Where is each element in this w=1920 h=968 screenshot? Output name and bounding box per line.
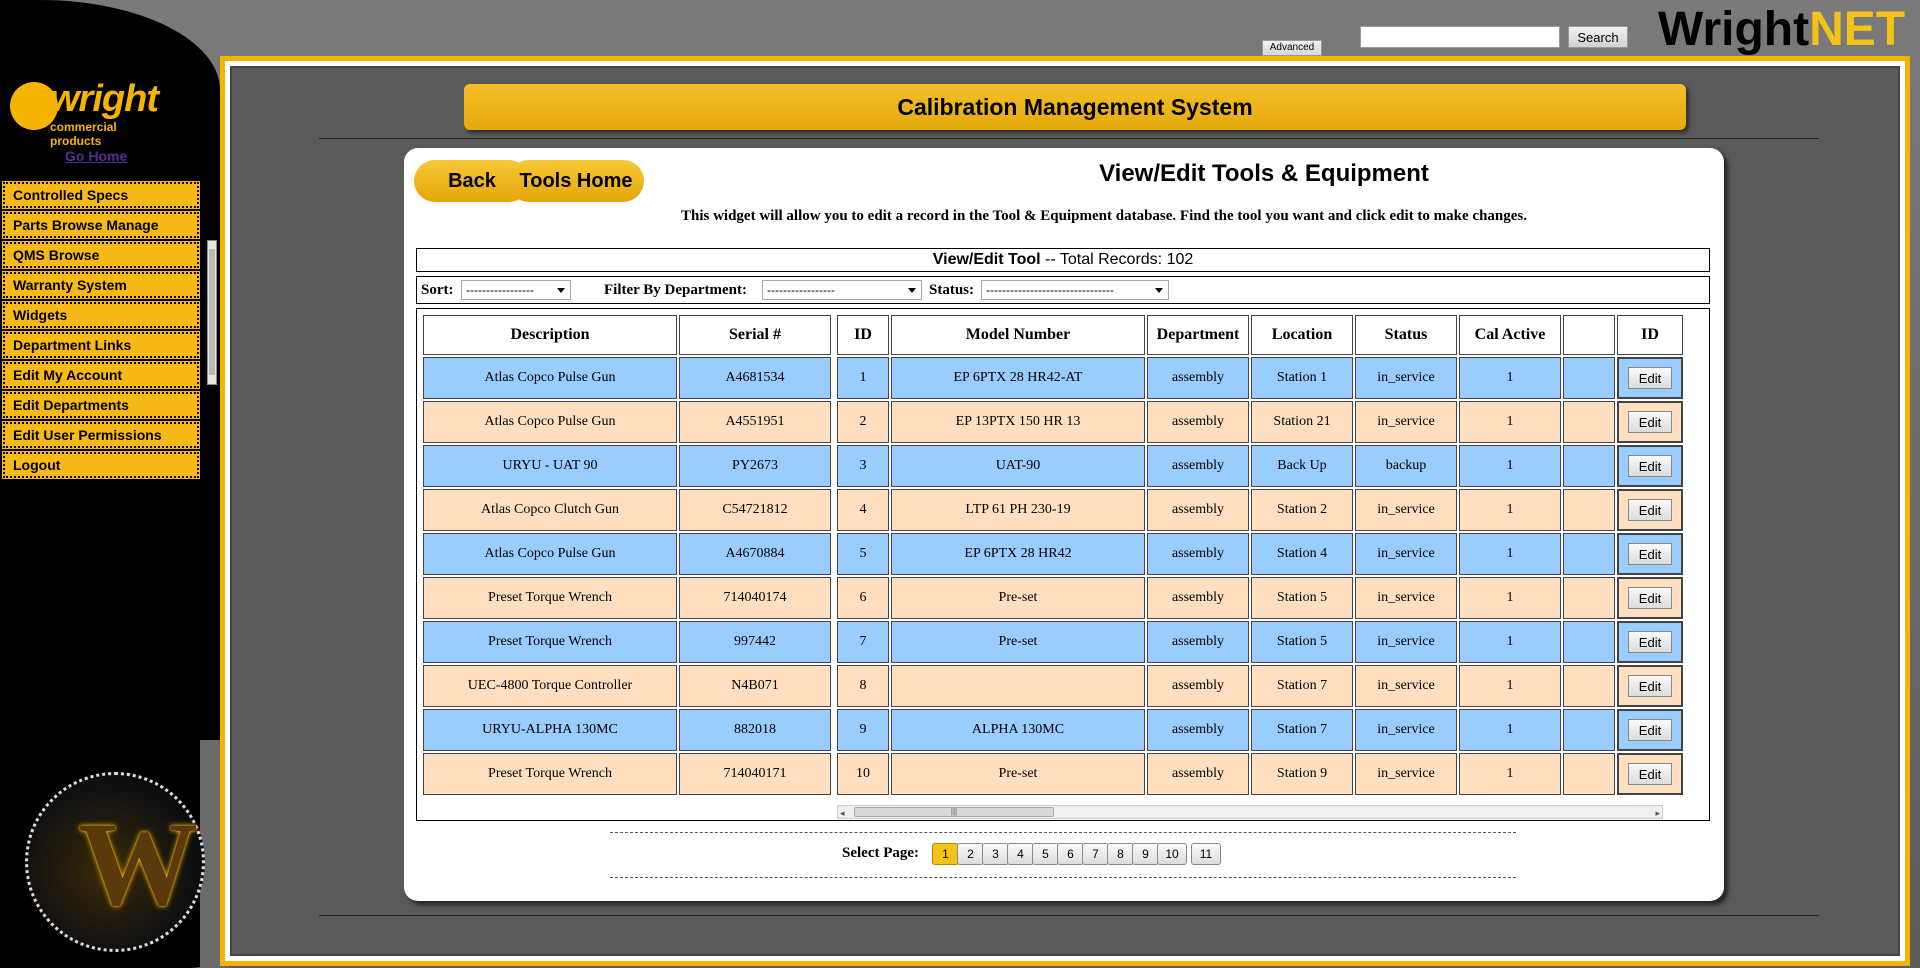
- cell-id: 4: [837, 489, 889, 531]
- column-header-location: Location: [1251, 315, 1353, 355]
- main-content: [230, 66, 1900, 956]
- cell-model-number: LTP 61 PH 230-19: [891, 489, 1145, 531]
- cell-edit: [1617, 489, 1683, 531]
- cell-status: in_service: [1355, 401, 1457, 443]
- cell-blank: [1563, 665, 1615, 707]
- edit-button[interactable]: Edit: [1628, 455, 1672, 477]
- select-page-label: Select Page:: [842, 845, 920, 861]
- page-button-7[interactable]: 7: [1082, 843, 1109, 865]
- cell-edit: [1617, 665, 1683, 707]
- cell-model-number: Pre-set: [891, 577, 1145, 619]
- cell-serial: A4670884: [679, 533, 831, 575]
- divider-top: [319, 138, 1819, 139]
- scroll-right-icon[interactable]: ▸: [1655, 808, 1660, 818]
- column-header-status: Status: [1355, 315, 1457, 355]
- cell-blank: [1563, 621, 1615, 663]
- search-input[interactable]: [1360, 26, 1560, 48]
- cell-status: backup: [1355, 445, 1457, 487]
- tools-table: [421, 313, 1685, 797]
- cell-status: in_service: [1355, 533, 1457, 575]
- column-gap: [833, 357, 835, 399]
- advanced-search-button[interactable]: Advanced: [1262, 40, 1322, 56]
- cell-serial: 714040171: [679, 753, 831, 795]
- logo-subtitle: commercial products: [50, 120, 117, 148]
- cell-location: Station 7: [1251, 709, 1353, 751]
- cell-department: assembly: [1147, 445, 1249, 487]
- page-button-3[interactable]: 3: [982, 843, 1009, 865]
- cell-location: Station 5: [1251, 621, 1353, 663]
- table-row: [423, 401, 1683, 443]
- cell-department: assembly: [1147, 753, 1249, 795]
- column-header-id-fixed: ID: [1617, 315, 1683, 355]
- cell-id: 10: [837, 753, 889, 795]
- cell-cal-active: 1: [1459, 709, 1561, 751]
- sidebar-item-department-links[interactable]: Department Links: [3, 332, 199, 358]
- cell-id: 7: [837, 621, 889, 663]
- table-row: [423, 753, 1683, 795]
- cell-location: Station 1: [1251, 357, 1353, 399]
- cell-edit: [1617, 621, 1683, 663]
- edit-button[interactable]: Edit: [1628, 543, 1672, 565]
- column-gap: [833, 753, 835, 795]
- records-header: [416, 248, 1710, 272]
- cell-department: assembly: [1147, 533, 1249, 575]
- cell-location: Station 9: [1251, 753, 1353, 795]
- cell-model-number: UAT-90: [891, 445, 1145, 487]
- cell-status: in_service: [1355, 357, 1457, 399]
- column-header-model-number: Model Number: [891, 315, 1145, 355]
- cell-department: assembly: [1147, 709, 1249, 751]
- sidebar-item-controlled-specs[interactable]: Controlled Specs: [3, 182, 199, 208]
- department-filter-label: Filter By Department:: [604, 282, 748, 298]
- cell-blank: [1563, 401, 1615, 443]
- cell-id: 5: [837, 533, 889, 575]
- column-gap: [833, 621, 835, 663]
- cell-status: in_service: [1355, 753, 1457, 795]
- cell-cal-active: 1: [1459, 401, 1561, 443]
- cell-status: in_service: [1355, 489, 1457, 531]
- scrollbar-thumb[interactable]: |||: [854, 807, 1054, 817]
- cell-edit: [1617, 533, 1683, 575]
- back-button[interactable]: Back: [414, 160, 530, 202]
- column-gap: [833, 709, 835, 751]
- table-horizontal-scrollbar[interactable]: [837, 805, 1663, 819]
- column-header-description: Description: [423, 315, 677, 355]
- wright-logo: [10, 78, 170, 148]
- cell-id: 9: [837, 709, 889, 751]
- records-count: -- Total Records: 102: [1040, 251, 1194, 268]
- cell-edit: [1617, 401, 1683, 443]
- edit-button[interactable]: Edit: [1628, 587, 1672, 609]
- cell-edit: [1617, 577, 1683, 619]
- cell-serial: N4B071: [679, 665, 831, 707]
- cell-blank: [1563, 445, 1615, 487]
- page-button-11[interactable]: 11: [1191, 843, 1221, 865]
- w-letter-icon: W: [78, 797, 198, 930]
- column-gap: [833, 533, 835, 575]
- cell-description: URYU-ALPHA 130MC: [423, 709, 677, 751]
- table-row: [423, 665, 1683, 707]
- cell-description: Preset Torque Wrench: [423, 621, 677, 663]
- cell-description: UEC-4800 Torque Controller: [423, 665, 677, 707]
- page-button-10[interactable]: 10: [1157, 843, 1187, 865]
- sidebar-scrollbar-thumb[interactable]: [209, 249, 215, 375]
- page-button-8[interactable]: 8: [1107, 843, 1134, 865]
- cell-edit: [1617, 357, 1683, 399]
- cell-blank: [1563, 357, 1615, 399]
- filter-bar: [416, 276, 1710, 304]
- page-button-5[interactable]: 5: [1032, 843, 1059, 865]
- cell-cal-active: 1: [1459, 445, 1561, 487]
- pagination: [610, 832, 1516, 878]
- cell-location: Station 4: [1251, 533, 1353, 575]
- sidebar-item-edit-departments[interactable]: Edit Departments: [3, 392, 199, 418]
- cell-serial: C54721812: [679, 489, 831, 531]
- cell-serial: A4681534: [679, 357, 831, 399]
- cell-blank: [1563, 577, 1615, 619]
- wrightnet-brand: [1658, 2, 1905, 57]
- cell-model-number: ALPHA 130MC: [891, 709, 1145, 751]
- cell-cal-active: 1: [1459, 753, 1561, 795]
- cell-department: assembly: [1147, 357, 1249, 399]
- table-row: [423, 709, 1683, 751]
- cell-location: Station 7: [1251, 665, 1353, 707]
- sidebar-item-logout[interactable]: Logout: [3, 452, 199, 478]
- cell-serial: 714040174: [679, 577, 831, 619]
- cell-model-number: EP 6PTX 28 HR42: [891, 533, 1145, 575]
- cell-cal-active: 1: [1459, 357, 1561, 399]
- cell-location: Station 5: [1251, 577, 1353, 619]
- column-header-id: ID: [837, 315, 889, 355]
- cell-serial: 882018: [679, 709, 831, 751]
- cell-location: Station 21: [1251, 401, 1353, 443]
- sidebar-item-edit-user-permissions[interactable]: Edit User Permissions: [3, 422, 199, 448]
- edit-button[interactable]: Edit: [1628, 675, 1672, 697]
- cell-description: Preset Torque Wrench: [423, 577, 677, 619]
- cell-cal-active: 1: [1459, 489, 1561, 531]
- cell-department: assembly: [1147, 401, 1249, 443]
- sidebar-item-widgets[interactable]: Widgets: [3, 302, 199, 328]
- status-filter-label: Status:: [929, 282, 975, 298]
- cell-id: 8: [837, 665, 889, 707]
- table-row: [423, 489, 1683, 531]
- status-filter-select[interactable]: --------------------------------: [981, 280, 1169, 300]
- table-body: [423, 357, 1683, 795]
- cell-model-number: Pre-set: [891, 753, 1145, 795]
- cell-blank: [1563, 753, 1615, 795]
- sidebar-menu: [3, 182, 199, 482]
- system-title: Calibration Management System: [464, 84, 1686, 130]
- page-button-4[interactable]: 4: [1007, 843, 1034, 865]
- cell-id: 1: [837, 357, 889, 399]
- column-header-department: Department: [1147, 315, 1249, 355]
- column-gap: [833, 401, 835, 443]
- column-gap: [833, 315, 835, 355]
- view-edit-panel: [404, 148, 1724, 901]
- edit-button[interactable]: Edit: [1628, 763, 1672, 785]
- table-row: [423, 621, 1683, 663]
- table-row: [423, 445, 1683, 487]
- cell-description: Atlas Copco Pulse Gun: [423, 401, 677, 443]
- column-header-cal-active: Cal Active: [1459, 315, 1561, 355]
- page-button-1[interactable]: 1: [932, 843, 959, 865]
- cell-id: 2: [837, 401, 889, 443]
- sidebar-scrollbar[interactable]: [207, 240, 217, 385]
- sidebar-item-qms-browse[interactable]: QMS Browse: [3, 242, 199, 268]
- records-label: View/Edit Tool: [932, 251, 1041, 268]
- cell-description: Atlas Copco Pulse Gun: [423, 357, 677, 399]
- cell-id: 6: [837, 577, 889, 619]
- cell-blank: [1563, 489, 1615, 531]
- sidebar-item-parts-browse-manage[interactable]: Parts Browse Manage: [3, 212, 199, 238]
- column-gap: [833, 489, 835, 531]
- cell-serial: 997442: [679, 621, 831, 663]
- cell-cal-active: 1: [1459, 533, 1561, 575]
- cell-description: Atlas Copco Pulse Gun: [423, 533, 677, 575]
- cell-description: URYU - UAT 90: [423, 445, 677, 487]
- go-home-link[interactable]: Go Home: [65, 148, 128, 164]
- divider-bottom: [319, 915, 1819, 916]
- table-header-row: [423, 315, 1683, 355]
- page-button-6[interactable]: 6: [1057, 843, 1084, 865]
- cell-description: Preset Torque Wrench: [423, 753, 677, 795]
- sort-label: Sort:: [421, 282, 454, 298]
- cell-edit: [1617, 709, 1683, 751]
- table-row: [423, 357, 1683, 399]
- edit-button[interactable]: Edit: [1628, 411, 1672, 433]
- cell-serial: PY2673: [679, 445, 831, 487]
- column-header-blank: [1563, 315, 1615, 355]
- cell-model-number: [891, 665, 1145, 707]
- column-gap: [833, 665, 835, 707]
- cell-blank: [1563, 533, 1615, 575]
- edit-button[interactable]: Edit: [1628, 719, 1672, 741]
- brand-part-1: Wright: [1658, 3, 1810, 56]
- logo-text: wright: [50, 78, 158, 120]
- tools-table-container: [416, 308, 1710, 821]
- w-badge-icon: [25, 772, 205, 952]
- edit-button[interactable]: Edit: [1628, 631, 1672, 653]
- sidebar-item-warranty-system[interactable]: Warranty System: [3, 272, 199, 298]
- cell-cal-active: 1: [1459, 665, 1561, 707]
- cell-department: assembly: [1147, 665, 1249, 707]
- cell-location: Back Up: [1251, 445, 1353, 487]
- brand-part-2: NET: [1809, 3, 1906, 56]
- edit-button[interactable]: Edit: [1628, 499, 1672, 521]
- cell-cal-active: 1: [1459, 621, 1561, 663]
- edit-button[interactable]: Edit: [1628, 367, 1672, 389]
- cell-location: Station 2: [1251, 489, 1353, 531]
- department-filter-select[interactable]: -----------------: [762, 280, 922, 300]
- table-row: [423, 577, 1683, 619]
- cell-serial: A4551951: [679, 401, 831, 443]
- cell-id: 3: [837, 445, 889, 487]
- column-gap: [833, 445, 835, 487]
- tools-home-button[interactable]: Tools Home: [508, 160, 644, 202]
- cell-status: in_service: [1355, 665, 1457, 707]
- cell-edit: [1617, 753, 1683, 795]
- cell-status: in_service: [1355, 709, 1457, 751]
- cell-department: assembly: [1147, 577, 1249, 619]
- page-button-9[interactable]: 9: [1132, 843, 1159, 865]
- page-button-2[interactable]: 2: [957, 843, 984, 865]
- sort-select[interactable]: -----------------: [461, 280, 571, 300]
- cell-department: assembly: [1147, 621, 1249, 663]
- main-frame: [220, 56, 1910, 966]
- cell-blank: [1563, 709, 1615, 751]
- cell-status: in_service: [1355, 621, 1457, 663]
- search-button[interactable]: Search: [1568, 26, 1628, 48]
- panel-description: This widget will allow you to edit a record in the Tool & Equipment database. Find the tool you want and click edit to make changes.: [680, 208, 1528, 224]
- column-header-serial: Serial #: [679, 315, 831, 355]
- cell-model-number: Pre-set: [891, 621, 1145, 663]
- cell-edit: [1617, 445, 1683, 487]
- sidebar-item-edit-my-account[interactable]: Edit My Account: [3, 362, 199, 388]
- cell-model-number: EP 6PTX 28 HR42-AT: [891, 357, 1145, 399]
- column-gap: [833, 577, 835, 619]
- cell-description: Atlas Copco Clutch Gun: [423, 489, 677, 531]
- cell-status: in_service: [1355, 577, 1457, 619]
- table-row: [423, 533, 1683, 575]
- scroll-left-icon[interactable]: ◂: [840, 808, 845, 818]
- cell-department: assembly: [1147, 489, 1249, 531]
- cell-cal-active: 1: [1459, 577, 1561, 619]
- cell-model-number: EP 13PTX 150 HR 13: [891, 401, 1145, 443]
- panel-title: View/Edit Tools & Equipment: [1099, 160, 1429, 187]
